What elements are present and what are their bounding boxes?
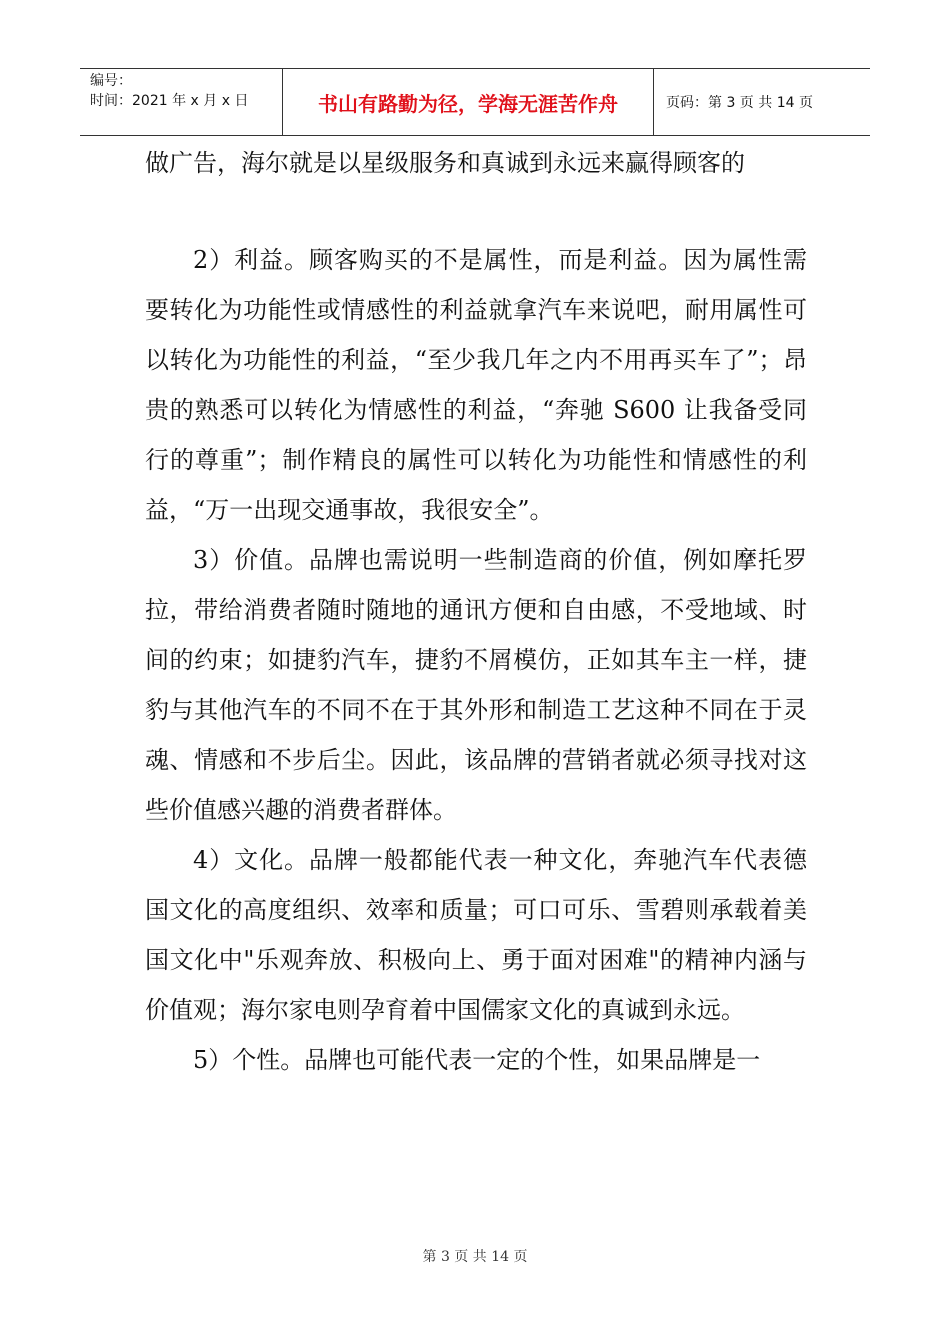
document-header: [80, 68, 870, 136]
header-motto: 书山有路勤为径，学海无涯苦作舟: [282, 69, 654, 135]
paragraph-gap: [145, 188, 807, 235]
serial-number-label: 编号：: [90, 73, 132, 89]
paragraph-value: 3）价值。品牌也需说明一些制造商的价值，例如摩托罗拉，带给消费者随时随地的通讯方便和自由感，不受地域、时间的约束；如捷豹汽车，捷豹不屑模仿，正如其车主一样，捷豹与其他汽车的不同不在于其外形和制造工艺这种不同在于灵魂、情感和不步后尘。因此，该品牌的营销者就必须寻找对这些价值感兴趣的消费者群体。: [145, 546, 807, 824]
page-footer: 第 3 页 共 14 页: [422, 1249, 528, 1265]
header-page-info: 页码：第 3 页 共 14 页: [666, 95, 813, 111]
header-meta-cell: [80, 69, 282, 135]
document-body: [145, 138, 807, 1085]
date-label: 时间：2021 年 x 月 x 日: [90, 93, 249, 109]
paragraph-continuation: 做广告，海尔就是以星级服务和真诚到永远来赢得顾客的: [145, 149, 745, 177]
paragraph-benefit: 2）利益。顾客购买的不是属性，而是利益。因为属性需要转化为功能性或情感性的利益就拿汽车来说吧，耐用属性可以转化为功能性的利益，“至少我几年之内不用再买车了”；昂贵的熟悉可以转化为情感性的利益，“奔驰 S600 让我备受同行的尊重”；制作精良的属性可以转化为功能性和情感性的利益，“万一出现交通事故，我很安全”。: [145, 246, 807, 524]
paragraph-culture: 4）文化。品牌一般都能代表一种文化，奔驰汽车代表德国文化的高度组织、效率和质量；可口可乐、雪碧则承载着美国文化中"乐观奔放、积极向上、勇于面对困难"的精神内涵与价值观；海尔家电则孕育着中国儒家文化的真诚到永远。: [145, 846, 807, 1024]
paragraph-personality: 5）个性。品牌也可能代表一定的个性，如果品牌是一: [193, 1046, 761, 1074]
